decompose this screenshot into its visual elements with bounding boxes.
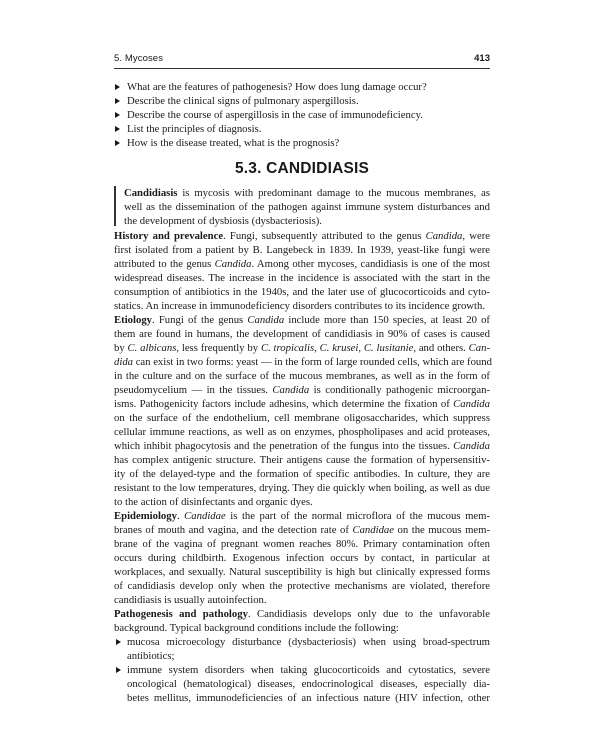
triangle-bullet-icon <box>116 639 121 645</box>
running-header <box>114 53 490 67</box>
triangle-bullet-icon <box>115 84 120 90</box>
etiology-paragraph: Etiology. Fungi of the genus Candida include more than 150 species, at least 20 of them are found in humans, the development of candidiasis in 90% of cases is caused by C. albicans, less frequently by C. tropicalis, C. krusei, C. lusitanie, and others. Can- dida can exist in two forms: yeast — in the form of large rounded cells, which are found in the culture and on the surface of the mucous membranes, as well as in the form of pseudomycelium — in the tissues. Candida is conditionally pathogenic microorgan- isms. Pathogenicity factors include adhesins, which determine the fixation of Candida on the surface of the endothelium, cell membrane oligosaccharides, which suppress cellular immune reactions, as well as on enzymes, phospholipases and acid proteases, which inhibit phagocytosis and the penetration of the fungus into the tissues. Candida has complex antigenic structure. Their antigens cause the formation of hypersensitiv- ity of the delayed-type and the formation of specific antibodies. In culture, they are resistant to the low temperatures, drying. They die quickly when boiling, as well as due to the action of disinfectants and organic dyes. <box>114 314 492 508</box>
definition-box <box>114 186 490 226</box>
triangle-bullet-icon <box>115 140 120 146</box>
triangle-bullet-icon <box>115 112 120 118</box>
question-item: List the principles of diagnosis. <box>114 122 490 136</box>
definition-text: Candidiasis is mycosis with predominant damage to the mucous membranes, as well as the dissemination of the pathogen against immune system disturbances and the development of dysbiosis (dysbacteriosis). <box>124 187 490 227</box>
definition-bar <box>114 186 116 226</box>
list-item: mucosa microecology disturbance (dysbacteriosis) when using broad-spectrum antibiotics; <box>114 635 490 663</box>
epidemiology-heading: Epidemiology <box>114 510 177 522</box>
history-paragraph: History and prevalence. Fungi, subsequently attributed to the genus Candida, were first isolated from a patient by B. Langebeck in 1839. In 1939, yeast-like fungi were attributed to the genus Candida. Among other mycoses, candidiasis is one of the most widespread diseases. The increase in the incidence is associated with the start in the consumption of antibiotics in the 1940s, and the later use of glucocorticoids and cyto- statics. An increase in immunodeficiency disorders contributes to its incidence growth. <box>114 230 491 312</box>
epidemiology-paragraph: Epidemiology. Candidae is the part of the normal microflora of the mucous mem- branes of mouth and vagina, and the detection rate of Candidae on the mucous mem- brane of the vagina of pregnant women reaches 80%. Primary contamination often occurs during childbirth. Exogenous infection occurs by contact, in particular at workplaces, and sexually. Natural susceptibility is high but clinically expressed forms of candidiasis develop only when the protective mechanisms are violated, therefore candidiasis is usually autoinfection. <box>114 510 491 606</box>
etiology-heading: Etiology <box>114 314 153 326</box>
pathogenesis-paragraph: Pathogenesis and pathology. Candidiasis develops only due to the unfavorable background. Typical background conditions include the following: <box>114 608 490 634</box>
question-item: How is the disease treated, what is the prognosis? <box>114 136 490 150</box>
history-heading: History and prevalence <box>114 230 224 242</box>
list-item: immune system disorders when taking glucocorticoids and cytostatics, severe oncological (hematological) diseases, endocrinological diseases, especially dia- betes mellitus, immunodeficiencies of an infectious nature (HIV infection, other <box>114 663 490 705</box>
main-text <box>114 229 490 705</box>
triangle-bullet-icon <box>115 126 120 132</box>
question-item: Describe the course of aspergillosis in the case of immunodeficiency. <box>114 108 490 122</box>
triangle-bullet-icon <box>116 667 121 673</box>
header-divider <box>114 68 490 69</box>
triangle-bullet-icon <box>115 98 120 104</box>
question-item: Describe the clinical signs of pulmonary aspergillosis. <box>114 94 490 108</box>
pathogenesis-heading: Pathogenesis and pathology <box>114 608 248 620</box>
chapter-title: 5. Mycoses <box>114 53 164 64</box>
review-questions-list <box>114 80 490 150</box>
background-conditions-list <box>114 635 490 705</box>
section-heading: 5.3. CANDIDIASIS <box>234 160 370 177</box>
question-item: What are the features of pathogenesis? How does lung damage occur? <box>114 80 490 94</box>
page-number: 413 <box>474 53 490 64</box>
definition-term: Candidiasis <box>124 187 178 199</box>
